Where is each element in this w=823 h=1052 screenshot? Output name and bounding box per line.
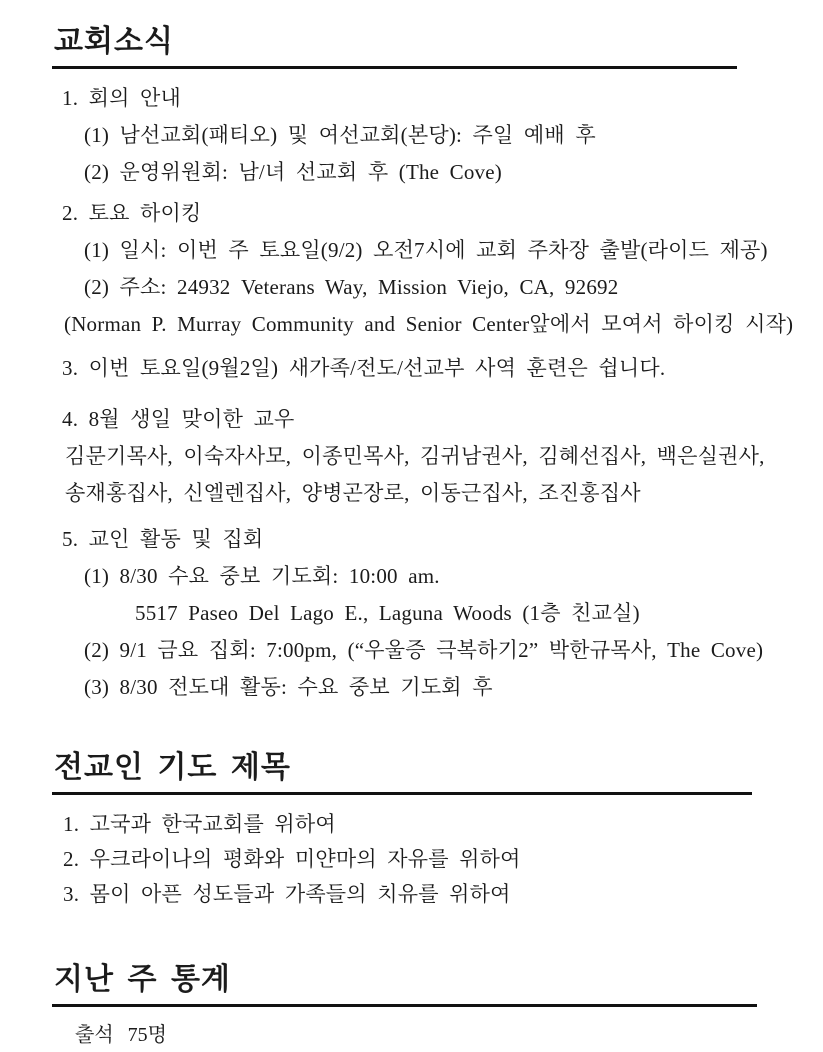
news-item-title: 5. 교인 활동 및 집회 xyxy=(62,527,264,551)
attendance-stat xyxy=(75,1017,823,1052)
news-item-line: (2) 운영위원회: 남/녀 선교회 후 (The Cove) xyxy=(84,160,502,184)
news-item-line: (1) 남선교회(패티오) 및 여선교회(본당): 주일 예배 후 xyxy=(84,123,596,147)
news-item-title: 2. 토요 하이킹 xyxy=(62,201,202,225)
section-heading-prayer-topics: 전교인 기도 제목 xyxy=(52,750,752,795)
church-news-section xyxy=(0,80,823,706)
prayer-item: 3. 몸이 아픈 성도들과 가족들의 치유를 위하여 xyxy=(63,882,511,906)
prayer-topics-section xyxy=(0,807,823,912)
birthday-names-line: 김문기목사, 이숙자사모, 이종민목사, 김귀남권사, 김혜선집사, 백은실권사, xyxy=(65,444,765,468)
attendance-value: 75명 xyxy=(127,1024,167,1046)
news-item-line: (1) 일시: 이번 주 토요일(9/2) 오전7시에 교회 주차장 출발(라이드 제공) xyxy=(84,238,768,262)
news-item-title: 4. 8월 생일 맞이한 교우 xyxy=(62,407,295,431)
news-block-activities xyxy=(0,521,823,706)
section-heading-last-week-stats: 지난 주 통계 xyxy=(52,962,757,1007)
birthday-names-line: 송재홍집사, 신엘렌집사, 양병곤장로, 이동근집사, 조진홍집사 xyxy=(65,481,641,505)
news-item-address: 5517 Paseo Del Lago E., Laguna Woods (1층 친교실) xyxy=(135,601,640,625)
news-item-line: (2) 9/1 금요 집회: 7:00pm, (“우울증 극복하기2” 박한규목사, The Cove) xyxy=(84,638,764,662)
news-item-note: (Norman P. Murray Community and Senior Center앞에서 모여서 하이킹 시작) xyxy=(64,312,794,336)
news-item-line: (2) 주소: 24932 Veterans Way, Mission Viejo, CA, 92692 xyxy=(84,275,619,299)
section-heading-church-news: 교회소식 xyxy=(52,24,737,69)
prayer-item: 1. 고국과 한국교회를 위하여 xyxy=(63,812,336,836)
news-item-title: 3. 이번 토요일(9월2일) 새가족/전도/선교부 사역 훈련은 쉽니다. xyxy=(62,356,666,380)
news-block-birthdays xyxy=(0,401,823,512)
news-item-line: (1) 8/30 수요 중보 기도회: 10:00 am. xyxy=(84,564,440,588)
prayer-item: 2. 우크라이나의 평화와 미얀마의 자유를 위하여 xyxy=(63,847,521,871)
news-item-line: (3) 8/30 전도대 활동: 수요 중보 기도회 후 xyxy=(84,675,493,699)
news-block-meetings xyxy=(0,80,823,191)
news-block-hiking xyxy=(0,195,823,343)
news-item-title: 1. 회의 안내 xyxy=(62,86,181,110)
attendance-label: 출석 xyxy=(75,1024,114,1046)
news-block-training-break xyxy=(0,350,823,387)
